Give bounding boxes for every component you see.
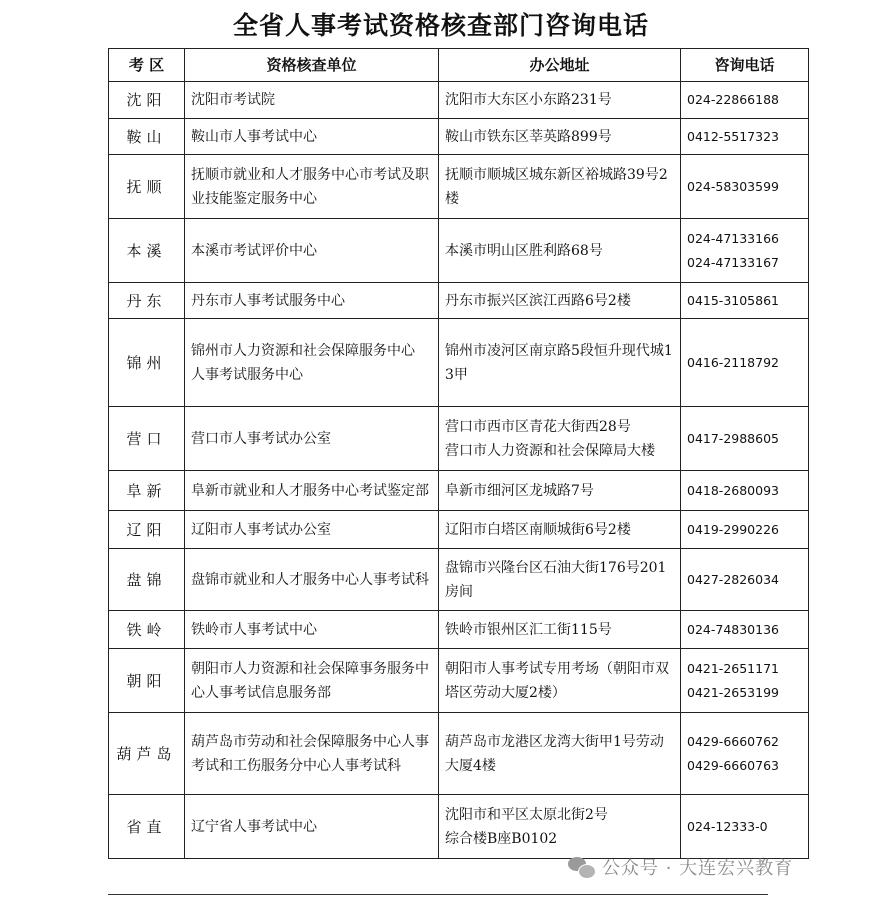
phone-cell <box>681 319 809 407</box>
address-cell <box>439 319 681 407</box>
phone-cell <box>681 219 809 283</box>
region-cell: 本溪 <box>109 219 185 283</box>
region-cell: 辽阳 <box>109 511 185 549</box>
footer-divider <box>108 894 768 895</box>
unit-cell <box>185 283 439 319</box>
table-row <box>109 795 809 859</box>
watermark <box>568 852 793 882</box>
table-row <box>109 471 809 511</box>
phone-line: 0419-2990226 <box>687 521 779 537</box>
table-body <box>109 82 809 859</box>
address-line: 本溪市明山区胜利路68号 <box>445 242 603 259</box>
table-row <box>109 219 809 283</box>
unit-cell <box>185 549 439 611</box>
unit-cell <box>185 219 439 283</box>
unit-cell <box>185 319 439 407</box>
region-cell: 朝阳 <box>109 649 185 713</box>
unit-cell <box>185 713 439 795</box>
table-row <box>109 713 809 795</box>
unit-line: 鞍山市人事考试中心 <box>191 128 317 145</box>
phone-cell <box>681 649 809 713</box>
unit-line: 本溪市考试评价中心 <box>191 242 317 259</box>
unit-cell <box>185 471 439 511</box>
phone-line: 024-58303599 <box>687 178 779 194</box>
phone-line: 0417-2988605 <box>687 430 779 446</box>
unit-line: 盘锦市就业和人才服务中心人事考试科 <box>191 571 429 588</box>
unit-line: 朝阳市人力资源和社会保障事务服务中心人事考试信息服务部 <box>191 660 429 701</box>
address-line: 铁岭市银州区汇工街115号 <box>445 621 612 638</box>
address-cell <box>439 283 681 319</box>
unit-cell <box>185 795 439 859</box>
phone-line: 024-47133166 <box>687 230 779 246</box>
unit-cell <box>185 649 439 713</box>
unit-cell <box>185 611 439 649</box>
phone-line: 0415-3105861 <box>687 292 779 308</box>
region-cell: 丹东 <box>109 283 185 319</box>
address-cell <box>439 155 681 219</box>
unit-cell <box>185 82 439 119</box>
table-header-row <box>109 49 809 82</box>
unit-line: 辽阳市人事考试办公室 <box>191 521 331 538</box>
unit-line: 阜新市就业和人才服务中心考试鉴定部 <box>191 482 429 499</box>
phone-line: 0421-2653199 <box>687 684 779 700</box>
unit-cell <box>185 119 439 155</box>
phone-line: 024-47133167 <box>687 254 779 270</box>
table-row <box>109 319 809 407</box>
phone-line: 0416-2118792 <box>687 354 779 370</box>
address-line: 鞍山市铁东区莘英路899号 <box>445 128 612 145</box>
phone-cell <box>681 407 809 471</box>
phone-line: 024-74830136 <box>687 621 779 637</box>
address-line: 锦州市凌河区南京路5段恒升现代城13甲 <box>445 342 673 383</box>
unit-line: 葫芦岛市劳动和社会保障服务中心人事考试和工伤服务分中心人事考试科 <box>191 733 429 774</box>
address-cell <box>439 713 681 795</box>
header-unit: 资格核查单位 <box>185 49 439 82</box>
phone-line: 024-12333-0 <box>687 818 768 834</box>
address-line: 辽阳市白塔区南顺城街6号2楼 <box>445 521 631 538</box>
unit-cell <box>185 407 439 471</box>
region-cell: 葫芦岛 <box>109 713 185 795</box>
contact-table <box>108 48 809 859</box>
phone-line: 024-22866188 <box>687 92 779 107</box>
address-cell <box>439 407 681 471</box>
phone-line: 0421-2651171 <box>687 660 779 676</box>
address-cell <box>439 549 681 611</box>
address-cell <box>439 611 681 649</box>
address-cell <box>439 471 681 511</box>
unit-line: 锦州市人力资源和社会保障服务中心 <box>191 342 415 359</box>
phone-cell <box>681 155 809 219</box>
address-line: 盘锦市兴隆台区石油大街176号201房间 <box>445 559 667 600</box>
address-line: 丹东市振兴区滨江西路6号2楼 <box>445 292 631 309</box>
table-row <box>109 119 809 155</box>
address-line: 阜新市细河区龙城路7号 <box>445 482 594 499</box>
region-cell: 省直 <box>109 795 185 859</box>
phone-cell <box>681 511 809 549</box>
address-cell <box>439 795 681 859</box>
unit-line: 丹东市人事考试服务中心 <box>191 292 345 309</box>
table-row <box>109 82 809 119</box>
table-row <box>109 407 809 471</box>
wechat-icon <box>568 855 596 879</box>
region-cell: 盘锦 <box>109 549 185 611</box>
phone-cell <box>681 549 809 611</box>
phone-cell <box>681 713 809 795</box>
address-line: 综合楼B座B0102 <box>445 830 558 847</box>
phone-line: 0412-5517323 <box>687 128 779 144</box>
region-cell: 阜新 <box>109 471 185 511</box>
region-cell: 锦州 <box>109 319 185 407</box>
unit-line: 营口市人事考试办公室 <box>191 430 331 447</box>
header-address: 办公地址 <box>439 49 681 82</box>
unit-cell <box>185 155 439 219</box>
phone-line: 0418-2680093 <box>687 482 779 498</box>
unit-line: 抚顺市就业和人才服务中心市考试及职业技能鉴定服务中心 <box>191 166 429 207</box>
phone-cell <box>681 471 809 511</box>
address-cell <box>439 82 681 119</box>
address-line: 营口市西市区青花大街西28号 <box>445 418 631 435</box>
address-line: 沈阳市大东区小东路231号 <box>445 92 612 108</box>
address-line: 沈阳市和平区太原北街2号 <box>445 806 608 823</box>
phone-cell <box>681 82 809 119</box>
phone-line: 0429-6660762 <box>687 733 779 749</box>
table-row <box>109 649 809 713</box>
address-cell <box>439 219 681 283</box>
unit-line: 人事考试服务中心 <box>191 366 303 383</box>
unit-line: 铁岭市人事考试中心 <box>191 621 317 638</box>
unit-line: 辽宁省人事考试中心 <box>191 818 317 835</box>
phone-line: 0427-2826034 <box>687 571 779 587</box>
header-region: 考 区 <box>109 49 185 82</box>
unit-cell <box>185 511 439 549</box>
table-row <box>109 549 809 611</box>
address-line: 营口市人力资源和社会保障局大楼 <box>445 442 655 459</box>
page-title: 全省人事考试资格核查部门咨询电话 <box>232 11 649 40</box>
region-cell: 沈阳 <box>109 82 185 119</box>
phone-cell <box>681 119 809 155</box>
region-cell: 抚顺 <box>109 155 185 219</box>
address-cell <box>439 511 681 549</box>
address-cell <box>439 119 681 155</box>
phone-cell <box>681 795 809 859</box>
address-line: 葫芦岛市龙港区龙湾大街甲1号劳动大厦4楼 <box>445 733 664 774</box>
region-cell: 铁岭 <box>109 611 185 649</box>
unit-line: 沈阳市考试院 <box>191 92 275 108</box>
phone-cell <box>681 283 809 319</box>
header-phone: 咨询电话 <box>681 49 809 82</box>
phone-line: 0429-6660763 <box>687 757 779 773</box>
region-cell: 营口 <box>109 407 185 471</box>
table-row <box>109 511 809 549</box>
phone-cell <box>681 611 809 649</box>
table-row <box>109 155 809 219</box>
address-cell <box>439 649 681 713</box>
address-line: 抚顺市顺城区城东新区裕城路39号2楼 <box>445 166 668 207</box>
table-row <box>109 611 809 649</box>
table-row <box>109 283 809 319</box>
address-line: 朝阳市人事考试专用考场（朝阳市双塔区劳动大厦2楼） <box>445 660 669 701</box>
region-cell: 鞍山 <box>109 119 185 155</box>
watermark-text: 公众号 · 大连宏兴教育 <box>602 858 794 879</box>
